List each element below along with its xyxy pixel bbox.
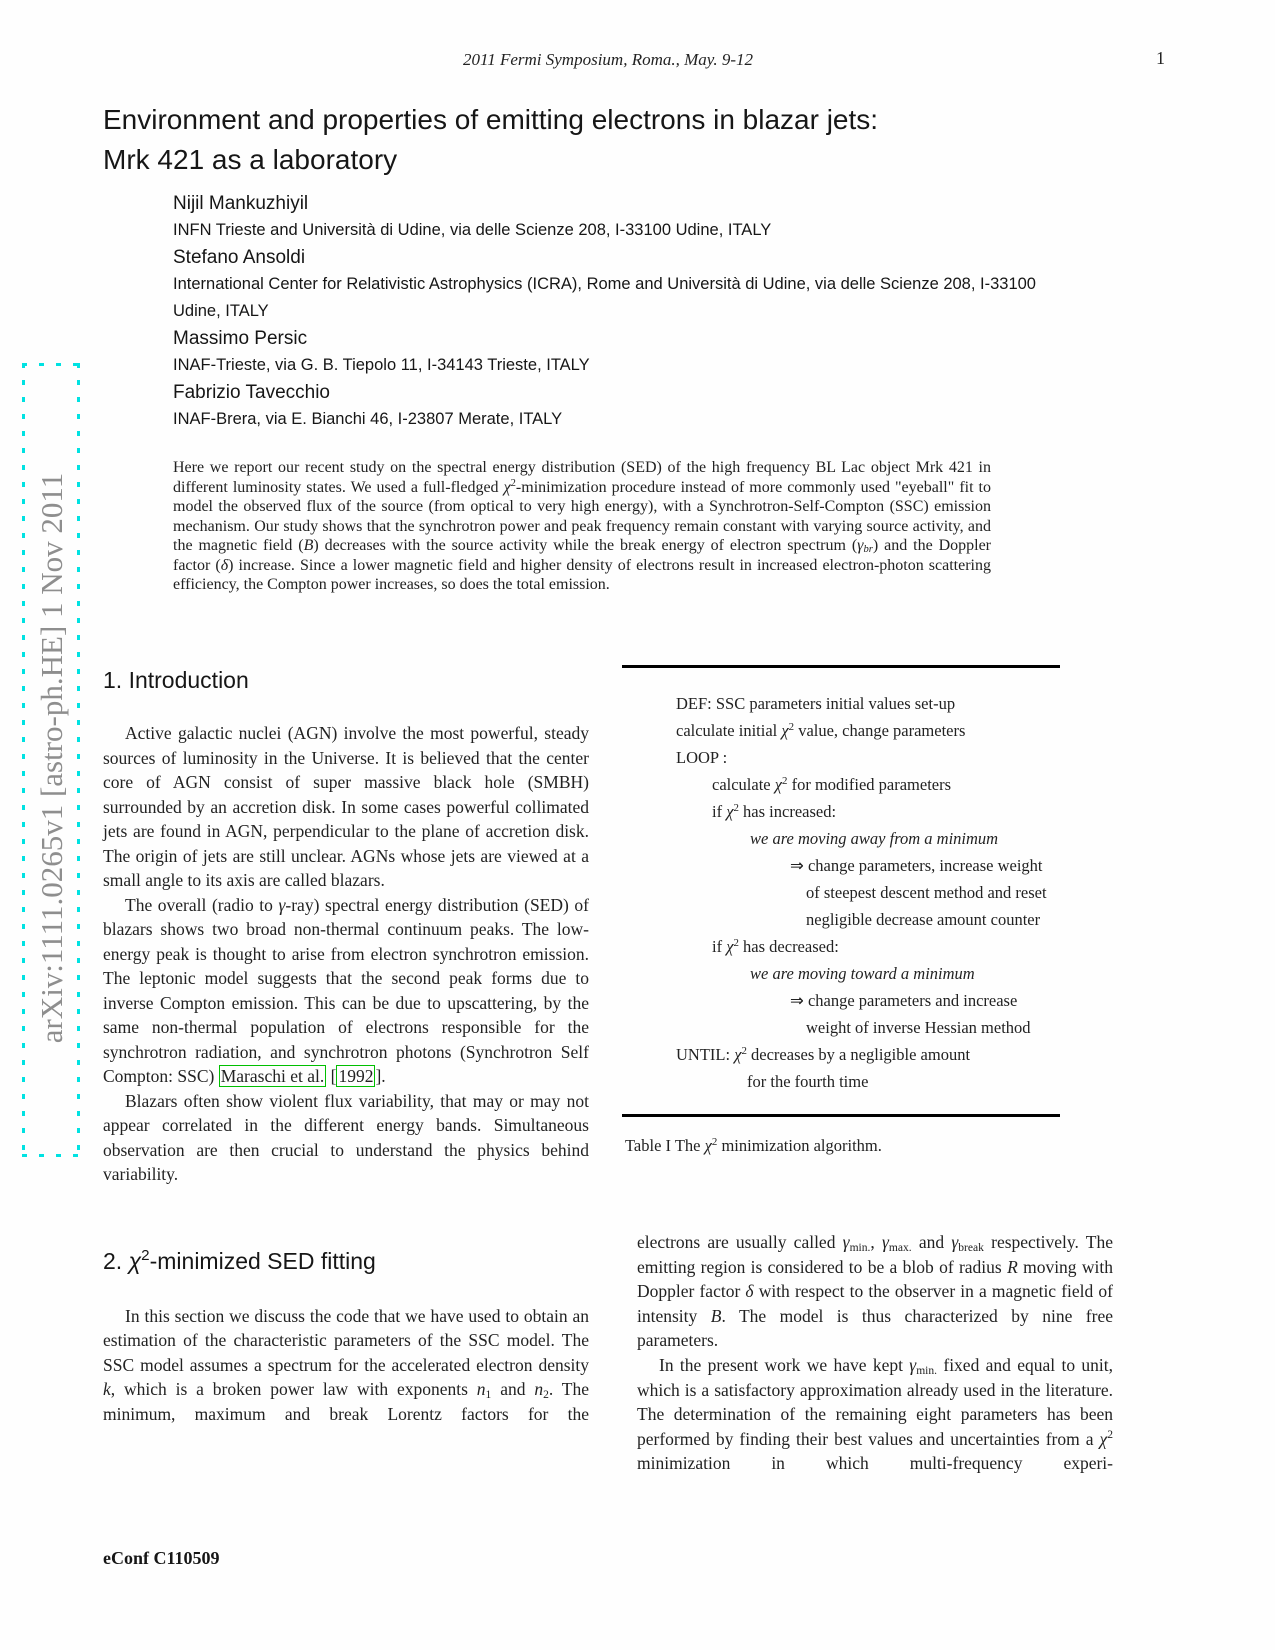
algorithm-line: of steepest descent method and reset (806, 883, 1047, 902)
text-segment: br (863, 544, 873, 556)
text-segment: 2 (711, 1136, 718, 1149)
algorithm-table (622, 690, 1122, 1095)
algorithm-line: DEF: SSC parameters initial values set-up (676, 694, 956, 713)
text-segment: B (303, 537, 314, 554)
author-name: Fabrizio Tavecchio (173, 382, 331, 403)
author-name: Massimo Persic (173, 328, 308, 349)
watermark-border-left (22, 363, 25, 1157)
text-segment: break (958, 1241, 984, 1254)
page-number: 1 (1156, 48, 1165, 68)
author-affiliation: International Center for Relativistic Astrophysics (ICRA), Rome and Università di Udine, via delle Scienze 208, I-33100 Udine, ITALY (173, 275, 1036, 320)
algorithm-line: if $\chi^2$ has increased: (712, 802, 837, 821)
algorithm-line: weight of inverse Hessian method (806, 1018, 1031, 1037)
text-segment: 2 (788, 721, 795, 734)
text-segment: χ (734, 1045, 742, 1064)
right-paragraph-1: electrons are usually called γmin., γmax. and γbreak respectively. The emitting region is considered to be a blob of radius R moving with Doppler factor δ with respect to the observer in a magnetic field of intensity B. The model is thus characterized by nine free parameters. (637, 1232, 1113, 1351)
text-segment: 2 (782, 775, 788, 788)
text-segment: 2 (733, 937, 739, 950)
right-column-text (637, 1230, 1113, 1476)
algorithm-line: ⇒ change parameters and increase (790, 991, 1018, 1010)
text-segment: R (1007, 1256, 1018, 1277)
arxiv-watermark: arXiv:1111.0265v1 [astro-ph.HE] 1 Nov 2011 (34, 472, 69, 1044)
paper-title (103, 100, 1083, 180)
paper-title-line2: Mrk 421 as a laboratory (103, 144, 398, 175)
running-header: 2011 Fermi Symposium, Roma., May. 9-12 (462, 50, 754, 69)
text-segment: 2 (733, 802, 739, 815)
text-segment: max. (888, 1241, 912, 1254)
algorithm-line: calculate initial $\chi^2$ value, change parameters (676, 721, 966, 740)
text-segment: χ (774, 775, 783, 794)
text-segment: k (103, 1379, 111, 1399)
table-rule-bottom (622, 1114, 1060, 1117)
paper-title-line1: Environment and properties of emitting electrons in blazar jets: (103, 104, 879, 135)
text-segment: χ (726, 937, 734, 956)
section-1-paragraph-1: Active galactic nuclei (AGN) involve the most powerful, steady sources of luminosity in the Universe. It is believed that the center core of AGN consist of super massive black hole (SMBH) surrounded by an accretion disk. In some cases powerful collimated jets are found in AGN, perpendicular to the plane of accretion disk. The origin of jets are still unclear. AGNs whose jets are viewed at a small angle to its axis are called blazars. (103, 723, 589, 890)
text-segment: χ (704, 1136, 712, 1155)
econf-footer: eConf C110509 (103, 1548, 220, 1568)
table-caption: Table I The $\chi^2$ minimization algorithm. (625, 1136, 882, 1155)
text-segment: χ (128, 1247, 142, 1274)
citation-year-1992[interactable]: 1992 (338, 1066, 374, 1086)
text-segment: 2 (141, 1247, 150, 1265)
text-segment: γ (857, 537, 864, 554)
author-affiliation: INFN Trieste and Università di Udine, via delle Scienze 208, I-33100 Udine, ITALY (173, 221, 772, 239)
algorithm-line: if $\chi^2$ has decreased: (712, 937, 839, 956)
watermark-border-bottom (22, 1154, 80, 1157)
watermark-border-right (77, 363, 80, 1157)
text-segment: γ (951, 1232, 959, 1252)
text-segment: γ (842, 1232, 850, 1252)
author-affiliation: INAF-Trieste, via G. B. Tiepolo 11, I-34143 Trieste, ITALY (173, 356, 590, 374)
left-column (103, 666, 589, 1426)
text-segment: min. (916, 1364, 938, 1377)
text-segment: γ (278, 894, 286, 915)
algorithm-line: we are moving away from a minimum (750, 829, 999, 848)
abstract: Here we report our recent study on the spectral energy distribution (SED) of the high frequency BL Lac object Mrk 421 in different luminosity states. We used a full-fledged $\chi^2$-minimization procedure instead of more commonly used "eyeball" fit to model the observed flux of the source (from optical to very high energy), with a Synchrotron-Self-Compton (SSC) emission mechanism. Our study shows that the synchrotron power and peak frequency remain constant with varying source activity, and the magnetic field (B) decreases with the source activity while the break energy of electron spectrum (γbr) and the Doppler factor (δ) increase. Since a lower magnetic field and higher density of electrons result in increased electron-photon scattering efficiency, the Compton power increases, so does the total emission. (173, 459, 992, 593)
author-name: Nijil Mankuzhiyil (173, 193, 309, 214)
text-segment: 2 (510, 477, 516, 489)
text-segment: χ (503, 478, 511, 496)
algorithm-line: ⇒ change parameters, increase weight (790, 856, 1043, 875)
table-rule-top (622, 665, 1060, 668)
section-1-paragraph-2: The overall (radio to γ-ray) spectral energy distribution (SED) of blazars shows two broad non-thermal continuum peaks. The low-energy peak is thought to arise from electron synchrotron emission. The leptonic model suggests that the second peak forms due to inverse Compton emission. This can be due to upscattering, by the same non-thermal population of electrons responsible for the synchrotron radiation, and synchrotron photons (Synchrotron Self Compton: SSC) Maraschi et al. [ 1992 ]. (103, 894, 589, 1086)
text-segment: χ (781, 721, 789, 740)
section-2-paragraph-1: In this section we discuss the code that we have used to obtain an estimation of the characteristic parameters of the SSC model. The SSC model assumes a spectrum for the accelerated electron density k, which is a broken power law with exponents n1 and n2. The minimum, maximum and break Lorentz factors for the (103, 1305, 589, 1424)
section-1-heading: 1. Introduction (103, 667, 249, 693)
algorithm-line: calculate $\chi^2$ for modified parameters (712, 775, 952, 794)
right-paragraph-2: In the present work we have kept γmin. fixed and equal to unit, which is a satisfactory approximation already used in the literature. The determination of the remaining eight parameters has been performed by finding their best values and uncertainties from a $\chi^2$ minimization in which multi-frequency experi- (637, 1354, 1113, 1474)
citation-maraschi-1992[interactable]: Maraschi et al. (220, 1066, 325, 1086)
algorithm-line: we are moving toward a minimum (750, 964, 975, 983)
text-segment: B (710, 1305, 722, 1326)
text-segment: δ (745, 1281, 754, 1302)
section-1-paragraph-3: Blazars often show violent flux variability, that may or may not appear correlated in the different energy bands. Simultaneous observation are then crucial to understand the physics behind variability. (103, 1090, 589, 1184)
text-segment: χ (1099, 1428, 1108, 1449)
text-segment: γ (882, 1232, 889, 1252)
author-affiliation: INAF-Brera, via E. Bianchi 46, I-23807 Merate, ITALY (173, 410, 563, 428)
section-2-heading: 2. $\chi^2$-minimized SED fitting (103, 1247, 376, 1274)
author-name: Stefano Ansoldi (173, 247, 306, 268)
text-segment: γ (909, 1354, 917, 1375)
text-segment: 2 (1107, 1429, 1113, 1442)
text-segment: 2 (741, 1045, 747, 1058)
authors-block (173, 190, 1053, 433)
text-segment: 2 (543, 1388, 549, 1401)
algorithm-line: negligible decrease amount counter (806, 910, 1041, 929)
algorithm-line: UNTIL: $\chi^2$ decreases by a negligible amount (676, 1045, 971, 1064)
text-segment: 1 (485, 1388, 492, 1401)
algorithm-line: LOOP : (676, 748, 728, 767)
text-segment: n (534, 1379, 544, 1399)
text-segment: min. (849, 1241, 871, 1254)
text-segment: χ (726, 802, 734, 821)
algorithm-line: for the fourth time (747, 1072, 869, 1091)
text-segment: δ (220, 556, 229, 574)
text-segment: n (476, 1379, 486, 1399)
